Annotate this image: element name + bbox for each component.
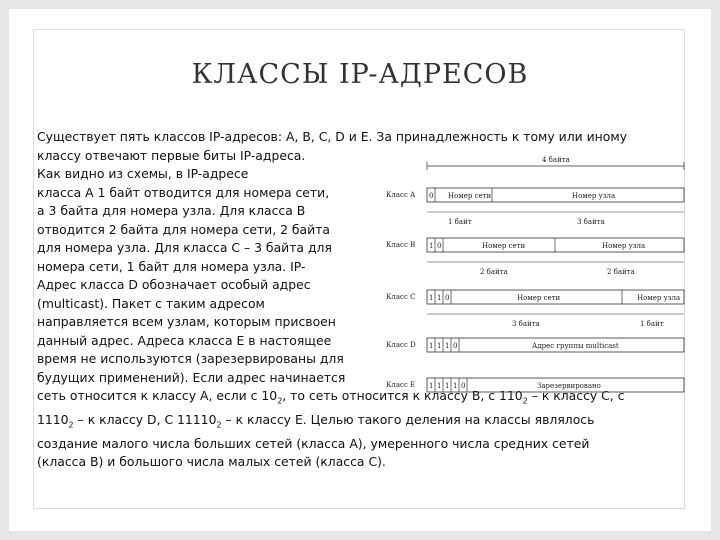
four-bytes-label: 4 байта [542,156,570,164]
class-d-bit-1: 1 [429,342,434,350]
left-line-2: класса A 1 байт отводится для номера сети, [37,184,330,200]
left-line-9: направляется всем узлам, которым присвоен [37,314,336,329]
class-b-net: Номер сети [482,242,526,250]
bottom-line-3: создание малого числа больших сетей (класса A), умеренного числа средних сетей [37,435,590,451]
left-line-4: отводится 2 байта для номера сети, 2 байта [37,221,331,237]
class-d-bit-3: 1 [445,342,450,350]
left-line-6: номера сети, 1 байт для номера узла. IP- [37,258,306,274]
class-c-net: Номер сети [517,294,561,302]
class-a-net-size: 1 байт [448,218,472,226]
left-line-10: данный адрес. Адреса класса E в настоящее [37,332,332,348]
class-c-bit-1: 1 [429,294,434,302]
left-column-text [37,165,377,387]
bottom-line-2: $1110_2$ – к классу D, C $11110_2$ – к классу E. Целью такого деления на классы являлось [37,411,595,430]
class-a-net: Номер сети [448,192,492,200]
class-a-host: Номер узла [572,192,616,200]
class-b-net-size: 2 байта [480,268,508,276]
class-a-host-size: 3 байта [577,218,605,226]
left-line-8: (multicast). Пакет с таким адресом [37,295,265,311]
class-b-box [427,238,684,252]
class-c-net-size: 3 байта [512,320,540,328]
class-c-host-size: 1 байт [640,320,664,328]
left-line-12: будущих применений). Если адрес начинается [37,369,346,385]
class-e-bit-4: 1 [453,382,458,390]
class-c-bit-3: 0 [445,294,450,302]
class-e-reserved: Зарезервировано [537,382,601,390]
class-b-label: Класс B [386,241,416,249]
class-c-label: Класс C [386,293,416,301]
slide-title: КЛАССЫ IP-АДРЕСОВ [191,59,529,90]
intro-line-2: классу отвечают первые биты IP-адреса. [37,147,306,163]
class-e-bit-2: 1 [437,382,442,390]
class-d-bit-2: 1 [437,342,442,350]
left-line-1: Как видно из схемы, в IP-адресе [37,166,249,181]
left-line-7: Адрес класса D обозначает особый адрес [37,277,311,292]
class-e-label: Класс E [386,381,416,389]
intro-line-1: Существует пять классов IP-адресов: A, B, C, D и E. За принадлежность к тому или иному [37,129,628,144]
class-d-bit-4: 0 [453,342,458,350]
class-d-label: Класс D [386,341,416,349]
class-e-bit-1: 1 [429,382,434,390]
class-a-label: Класс A [386,191,416,199]
class-c-bit-2: 1 [437,294,442,302]
bottom-line-1: сеть относится к классу A, если с $10_2$, то сеть относится к классу B, с $110_2$ – к классу C, с [37,388,625,406]
class-d-group: Адрес группы multicast [532,342,619,350]
ip-class-diagram [372,150,690,400]
class-e-bit-3: 1 [445,382,450,390]
bottom-line-4: (класса B) и большого числа малых сетей (класса C). [37,454,386,470]
class-b-host: Номер узла [602,242,646,250]
left-line-11: время не используются (зарезервированы для [37,351,344,366]
class-b-bit-1: 1 [429,242,434,250]
left-line-5: для номера узла. Для класса C – 3 байта для [37,240,332,255]
class-a-bit: 0 [429,192,434,200]
left-line-3: а 3 байта для номера узла. Для класса B [37,203,306,218]
class-b-host-size: 2 байта [607,268,635,276]
class-c-host: Номер узла [637,294,681,302]
class-e-bit-5: 0 [461,382,466,390]
class-b-bit-2: 0 [437,242,442,250]
